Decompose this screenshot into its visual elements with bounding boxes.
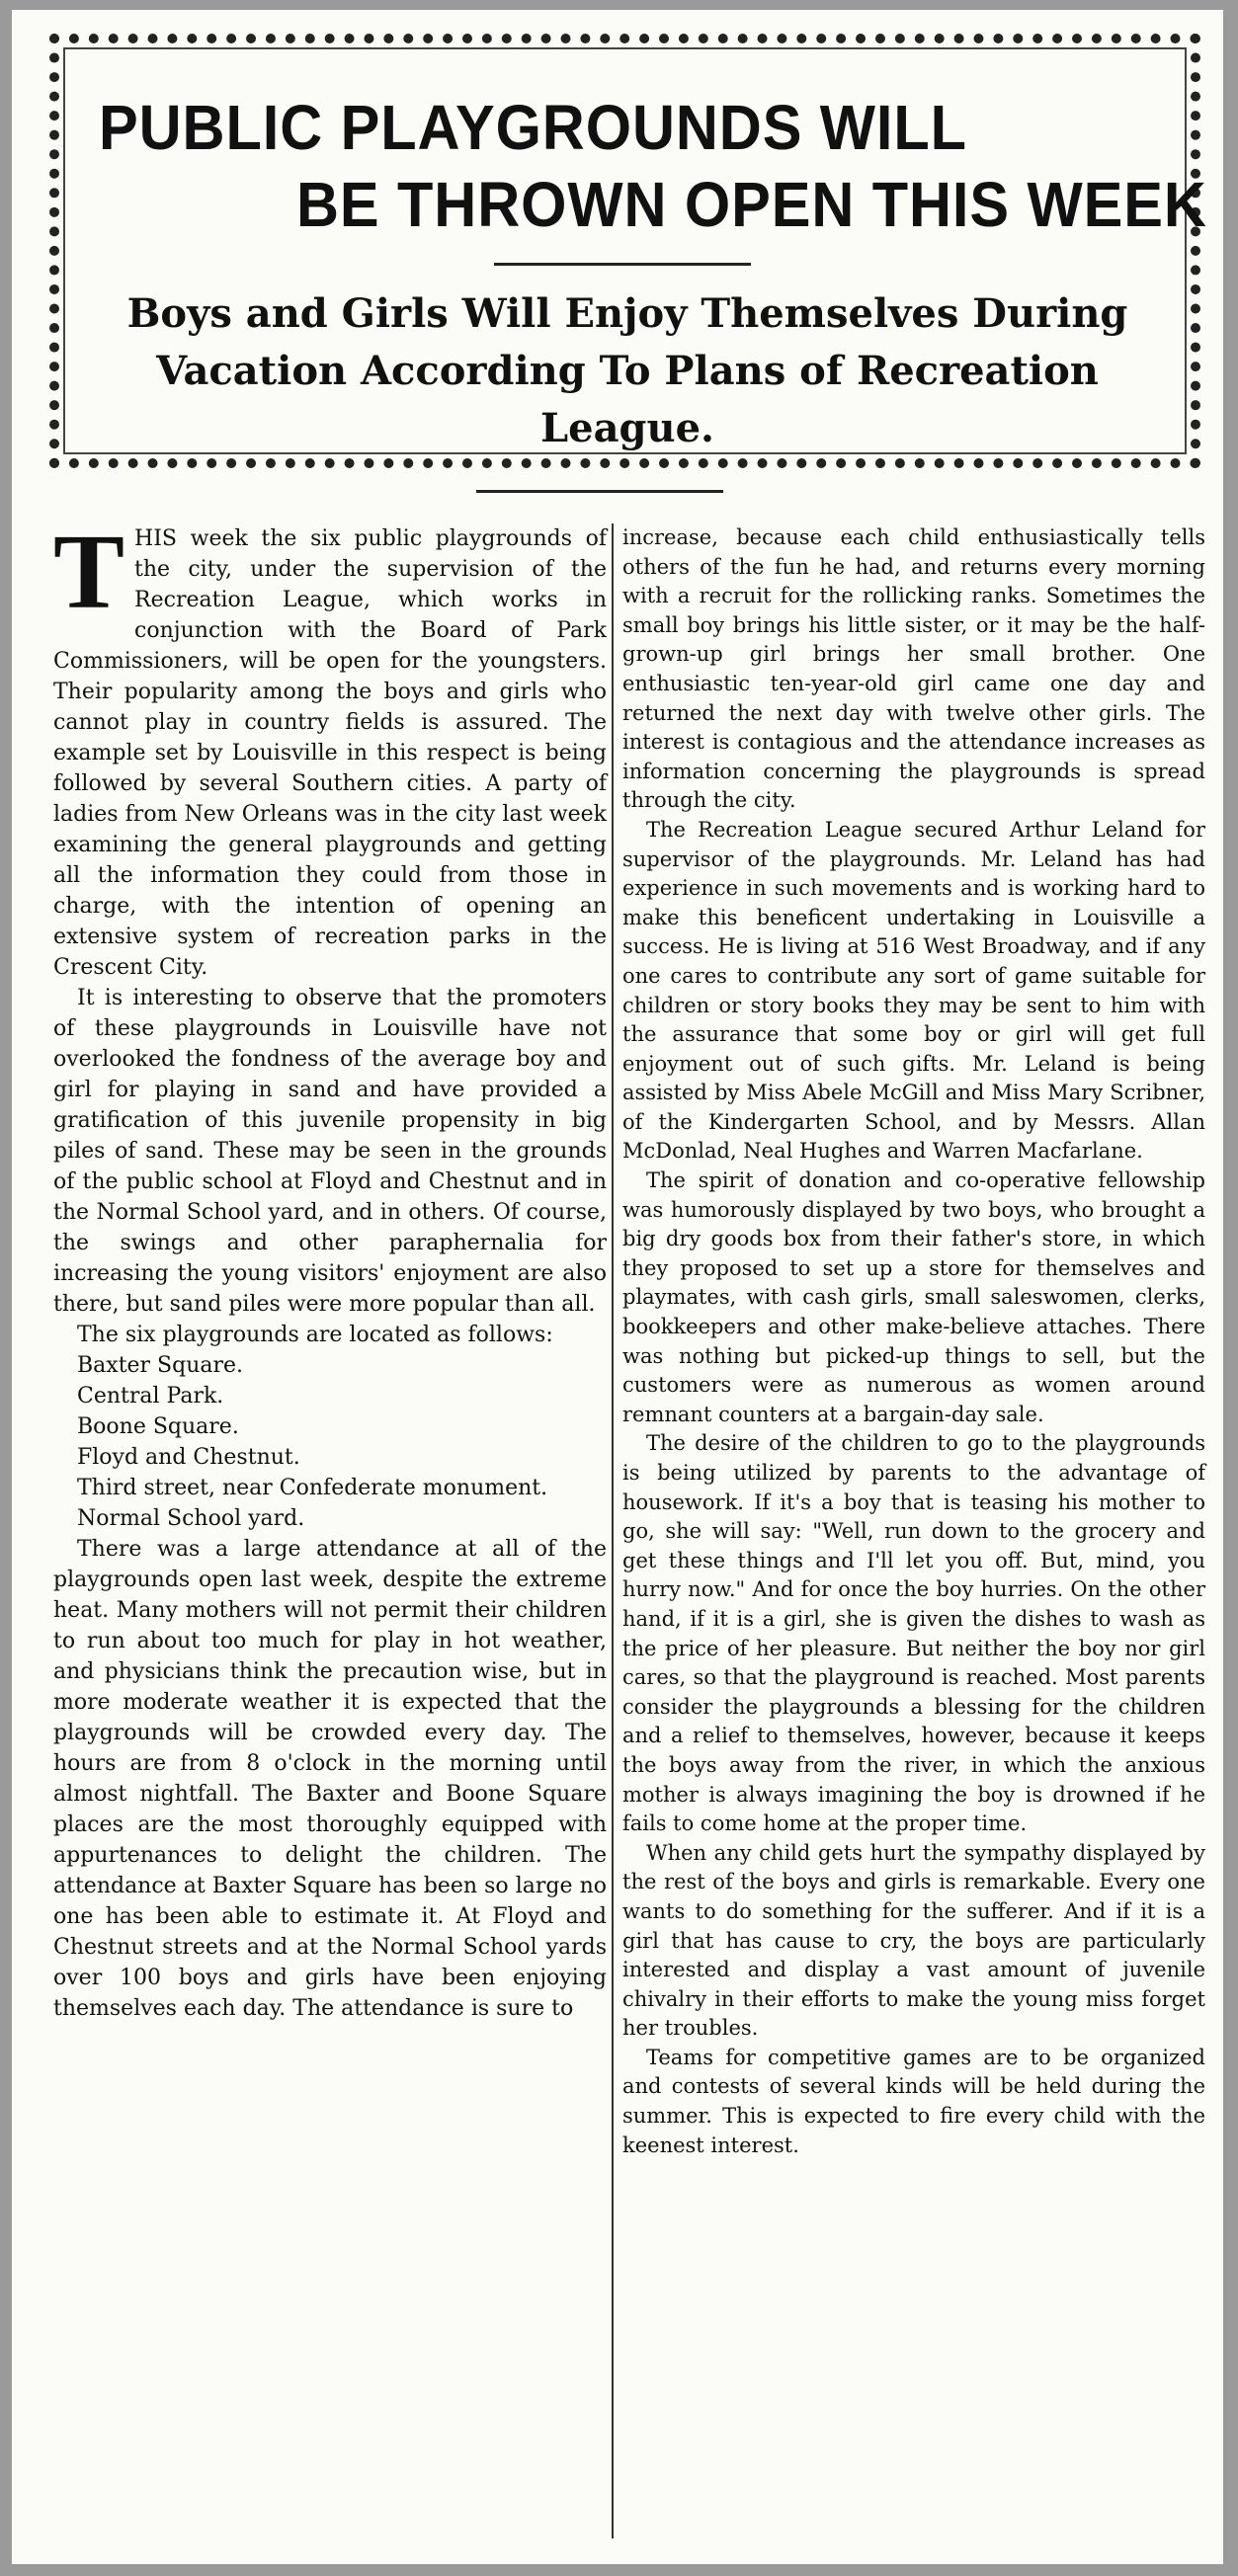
article-paragraph <box>53 514 607 983</box>
list-item: Boone Square. <box>77 1414 239 1439</box>
article-paragraph: Teams for competitive games are to be organized and contests of several kinds will be held during the summer. This is expected to fire every child with the keenest interest. <box>622 2045 1205 2157</box>
article-paragraph: The desire of the children to go to the playgrounds is being utilized by parents to the advantage of housework. If it's a boy that is teasing his mother to go, she will say: "Well, run down to the grocery and get these things and I'll let you off. But, mind, you hurry now." And for once the boy hurries. On the other hand, if it is a girl, she is given the dishes to wash as the price of her pleasure. But neither the boy nor girl cares, so that the playground is reached. Most parents consider the playgrounds a blessing for the children and a relief to themselves, however, because it keeps the boys away from the river, in which the anxious mother is always imagining the boy is drowned if he fails to come home at the proper time. <box>622 1431 1205 1836</box>
list-item: Baxter Square. <box>77 1353 244 1378</box>
article-paragraph: It is interesting to observe that the promoters of these playgrounds in Louisville have not overlooked the fondness of the average boy and girl for playing in sand and have provided a gratification of this juvenile propensity in big piles of sand. These may be seen in the grounds of the public school at Floyd and Chestnut and in the Normal School yard, and in others. Of course, the swings and other paraphernalia for increasing the young visitors' enjoyment are also there, but sand piles were more popular than all. <box>53 986 607 1317</box>
drop-cap: T <box>53 514 125 631</box>
deck-subheadline: Boys and Girls Will Enjoy Themselves During Vacation According To Plans of Recreation League. <box>126 290 1128 451</box>
headline-line-2: BE THROWN OPEN THIS WEEK <box>296 169 1207 240</box>
newspaper-clipping <box>12 10 1223 2564</box>
section-rule <box>476 490 723 493</box>
article-column-right <box>622 523 1205 2160</box>
headline-rule <box>494 263 751 266</box>
list-item: Central Park. <box>77 1384 224 1409</box>
list-item: Normal School yard. <box>77 1506 305 1531</box>
playground-list <box>53 1350 607 1534</box>
headline-box <box>49 34 1207 468</box>
article-paragraph: The spirit of donation and co-operative fellowship was humorously displayed by two boys, who brought a big dry goods box from their father's store, in which they proposed to set up a store for themselves and playmates, with cash girls, small saleswomen, clerks, bookkeepers and other make-believe attaches. There was nothing but picked-up things to sell, but the customers were as numerous as women around remnant counters at a bargain-day sale. <box>622 1168 1205 1426</box>
article-paragraph: The six playgrounds are located as follows: <box>77 1323 553 1347</box>
article-paragraph: There was a large attendance at all of the playgrounds open last week, despite the extreme heat. Many mothers will not permit their children to run about too much for play in hot weather, and physicians think the precaution wise, but in more moderate weather it is expected that the playgrounds will be crowded every day. The hours are from 8 o'clock in the morning until almost nightfall. The Baxter and Boone Square places are the most thoroughly equipped with appurtenances to delight the children. The attendance at Baxter Square has been so large no one has been able to estimate it. At Floyd and Chestnut streets and at the Normal School yards over 100 boys and girls have been enjoying themselves each day. The attendance is sure to <box>53 1537 607 2021</box>
article-column-left <box>53 514 607 2024</box>
article-paragraph: increase, because each child enthusiastically tells others of the fun he had, and returns every morning with a recruit for the rollicking ranks. Sometimes the small boy brings his little sister, or it may be the half-grown-up girl brings her small brother. One enthusiastic ten-year-old girl came one day and returned the next day with twelve other girls. The interest is contagious and the attendance increases as information concerning the playgrounds is spread through the city. <box>622 525 1205 813</box>
article-paragraph: The Recreation League secured Arthur Leland for supervisor of the playgrounds. Mr. Leland has had experience in such movements and is working hard to make this beneficent undertaking in Louisville a success. He is living at 516 West Broadway, and if any one cares to contribute any sort of game suitable for children or story books they may be sent to him with the assurance that some boy or girl will get full enjoyment out of such gifts. Mr. Leland is being assisted by Miss Abele McGill and Miss Mary Scribner, of the Kindergarten School, and by Messrs. Allan McDonlad, Neal Hughes and Warren Macfarlane. <box>622 817 1205 1164</box>
list-item: Floyd and Chestnut. <box>77 1445 300 1470</box>
headline-line-1: PUBLIC PLAYGROUNDS WILL <box>99 92 967 163</box>
column-divider <box>612 523 614 2538</box>
article-paragraph: When any child gets hurt the sympathy displayed by the rest of the boys and girls is remarkable. Every one wants to do something for the sufferer. And if it is a girl that has cause to cry, the boys are particularly interested and display a vast amount of juvenile chivalry in their efforts to make the young miss forget her troubles. <box>622 1840 1205 2041</box>
paragraph-text: HIS week the six public playgrounds of the city, under the supervision of the Recreation League, which works in conjunction with the Board of Park Commissioners, will be open for the youngsters. Their popularity among the boys and girls who cannot play in country fields is assured. The example set by Louisville in this respect is being followed by several Southern cities. A party of ladies from New Orleans was in the city last week examining the general playgrounds and getting all the information they could from those in charge, with the intention of opening an extensive system of recreation parks in the Crescent City. <box>53 526 607 980</box>
list-item: Third street, near Confederate monument. <box>77 1476 548 1500</box>
